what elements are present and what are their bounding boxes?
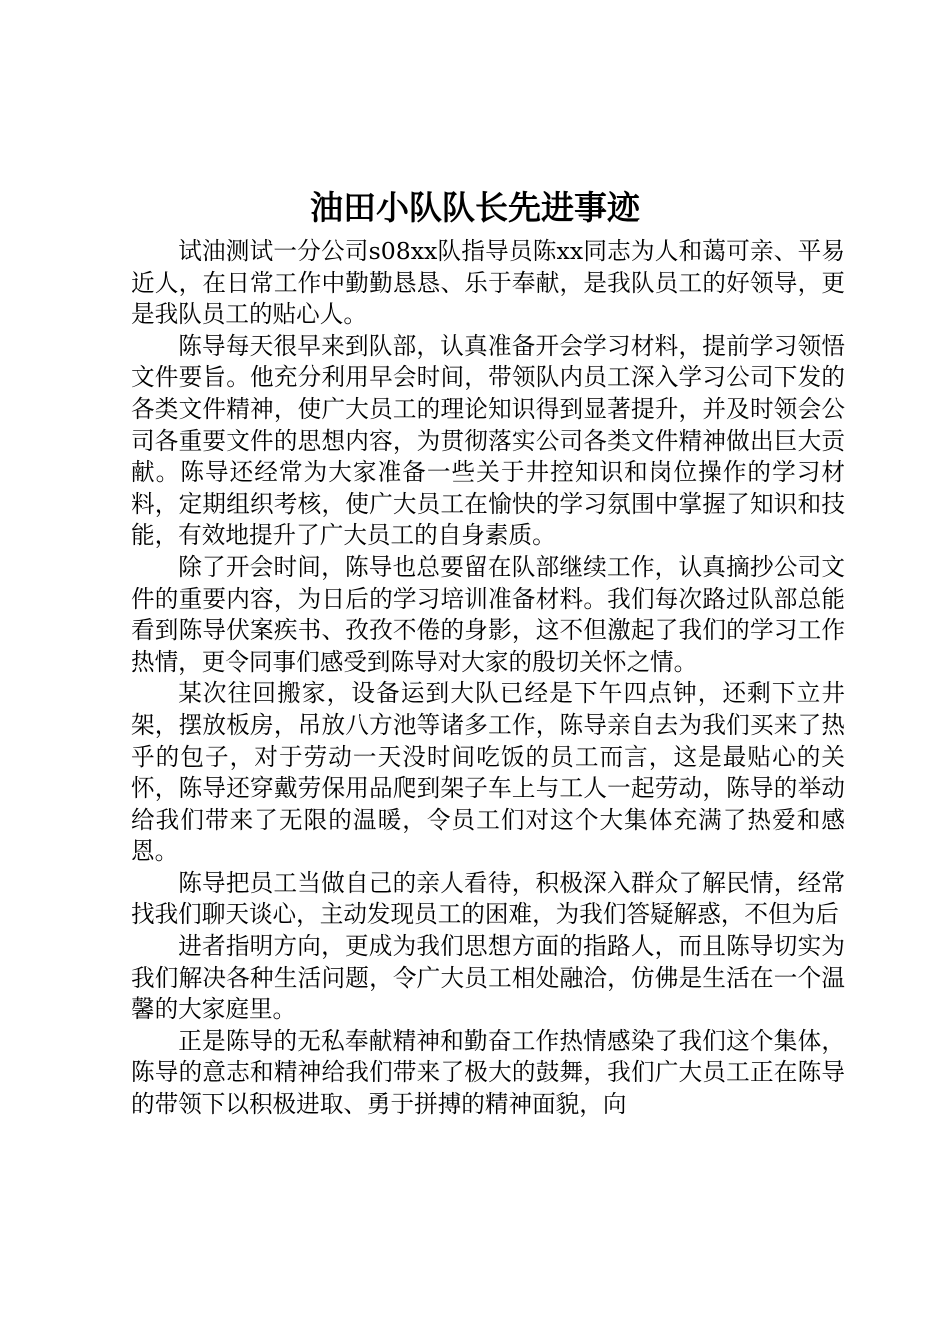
paragraph-4: 某次往回搬家，设备运到大队已经是下午四点钟，还剩下立井架，摆放板房，吊放八方池等诸多工作，陈导亲自去为我们买来了热乎的包子，对于劳动一天没时间吃饭的员工而言，这是最贴心的关怀，陈导还穿戴劳保用品爬到架子车上与工人一起劳动，陈导的举动给我们带来了无限的温暖，令员工们对这个大集体充满了热爱和感恩。 [131, 679, 845, 866]
paragraph-3: 除了开会时间，陈导也总要留在队部继续工作，认真摘抄公司文件的重要内容，为日后的学习培训准备材料。我们每次路过队部总能看到陈导伏案疾书、孜孜不倦的身影，这不但激起了我们的学习工作热情，更令同事们感受到陈导对大家的殷切关怀之情。 [131, 552, 845, 676]
paragraph-6: 进者指明方向，更成为我们思想方面的指路人，而且陈导切实为我们解决各种生活问题，令广大员工相处融洽，仿佛是生活在一个温馨的大家庭里。 [131, 932, 845, 1024]
paragraph-1: 试油测试一分公司s08xx队指导员陈xx同志为人和蔼可亲、平易近人，在日常工作中勤勤恳恳、乐于奉献，是我队员工的好领导，更是我队员工的贴心人。 [131, 237, 845, 329]
paragraph-7: 正是陈导的无私奉献精神和勤奋工作热情感染了我们这个集体，陈导的意志和精神给我们带来了极大的鼓舞，我们广大员工正在陈导的带领下以积极进取、勇于拼搏的精神面貌，向 [131, 1026, 845, 1119]
document-body [131, 236, 845, 1121]
document-title: 油田小队队长先进事迹 [310, 188, 640, 227]
paragraph-2: 陈导每天很早来到队部，认真准备开会学习材料，提前学习领悟文件要旨。他充分利用早会时间，带领队内员工深入学习公司下发的各类文件精神，使广大员工的理论知识得到显著提升，并及时领会公司各重要文件的思想内容，为贯彻落实公司各类文件精神做出巨大贡献。陈导还经常为大家准备一些关于井控知识和岗位操作的学习材料，定期组织考核，使广大员工在愉快的学习氛围中掌握了知识和技能，有效地提升了广大员工的自身素质。 [131, 331, 845, 550]
paragraph-5: 陈导把员工当做自己的亲人看待，积极深入群众了解民情，经常找我们聊天谈心，主动发现员工的困难，为我们答疑解惑，不但为后 [131, 868, 845, 929]
